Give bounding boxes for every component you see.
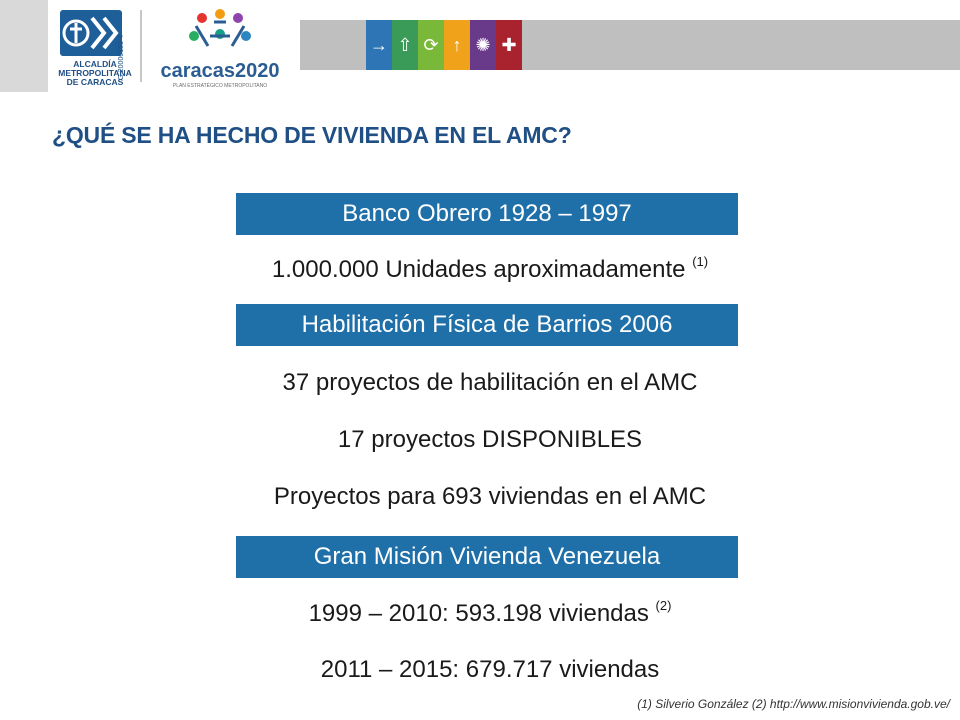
amc-code: G-20000153-4: [118, 34, 125, 80]
page-title: ¿QUÉ SE HA HECHO DE VIVIENDA EN EL AMC?: [52, 122, 572, 148]
barrios-line-3: Proyectos para 693 viviendas en el AMC: [273, 483, 707, 510]
person-up-icon: ⇧: [392, 20, 418, 70]
reference-2: (2): [655, 598, 672, 613]
barrios-band: Habilitación Física de Barrios 2006: [236, 304, 738, 346]
arrow-up-icon: ↑: [444, 20, 470, 70]
banco-obrero-units: [180, 254, 800, 284]
amc-logo-text: ALCALDÍA METROPOLITANA DE CARACAS: [58, 59, 132, 87]
arrow-right-icon: →: [366, 20, 392, 70]
footnote-sources: (1) Silverio González (2) http://www.misionvivienda.gob.ve/: [637, 697, 950, 711]
gmvv-line-1: [180, 598, 800, 628]
logo-divider: [140, 10, 142, 82]
barrios-line-1: 37 proyectos de habilitación en el AMC: [282, 369, 698, 396]
gmvv-line-1-text: 1999 – 2010: 593.198 viviendas: [308, 600, 649, 627]
gmvv-line-2: 2011 – 2015: 679.717 viviendas: [320, 656, 660, 683]
header-left-accent: [0, 0, 48, 92]
banco-obrero-units-text: 1.000.000 Unidades aproximadamente: [271, 256, 686, 283]
circle-people-icon: ✺: [470, 20, 496, 70]
caracas2020-tagline: PLAN ESTRATÉGICO METROPOLITANO: [172, 83, 268, 89]
plan-icon-strip: [366, 20, 522, 70]
recycle-icon: ⟳: [418, 20, 444, 70]
barrios-line-2: 17 proyectos DISPONIBLES: [337, 426, 643, 453]
amc-emblem-icon: [60, 10, 122, 56]
banco-obrero-band: Banco Obrero 1928 – 1997: [236, 193, 738, 235]
caracas2020-wordmark: caracas2020: [160, 60, 280, 82]
caracas-people-icon: [150, 6, 290, 60]
reference-1: (1): [692, 254, 709, 269]
header-bar: [0, 0, 960, 92]
caracas2020-logo: [150, 6, 290, 88]
gmvv-band: Gran Misión Vivienda Venezuela: [236, 536, 738, 578]
cross-arrows-icon: ✚: [496, 20, 522, 70]
